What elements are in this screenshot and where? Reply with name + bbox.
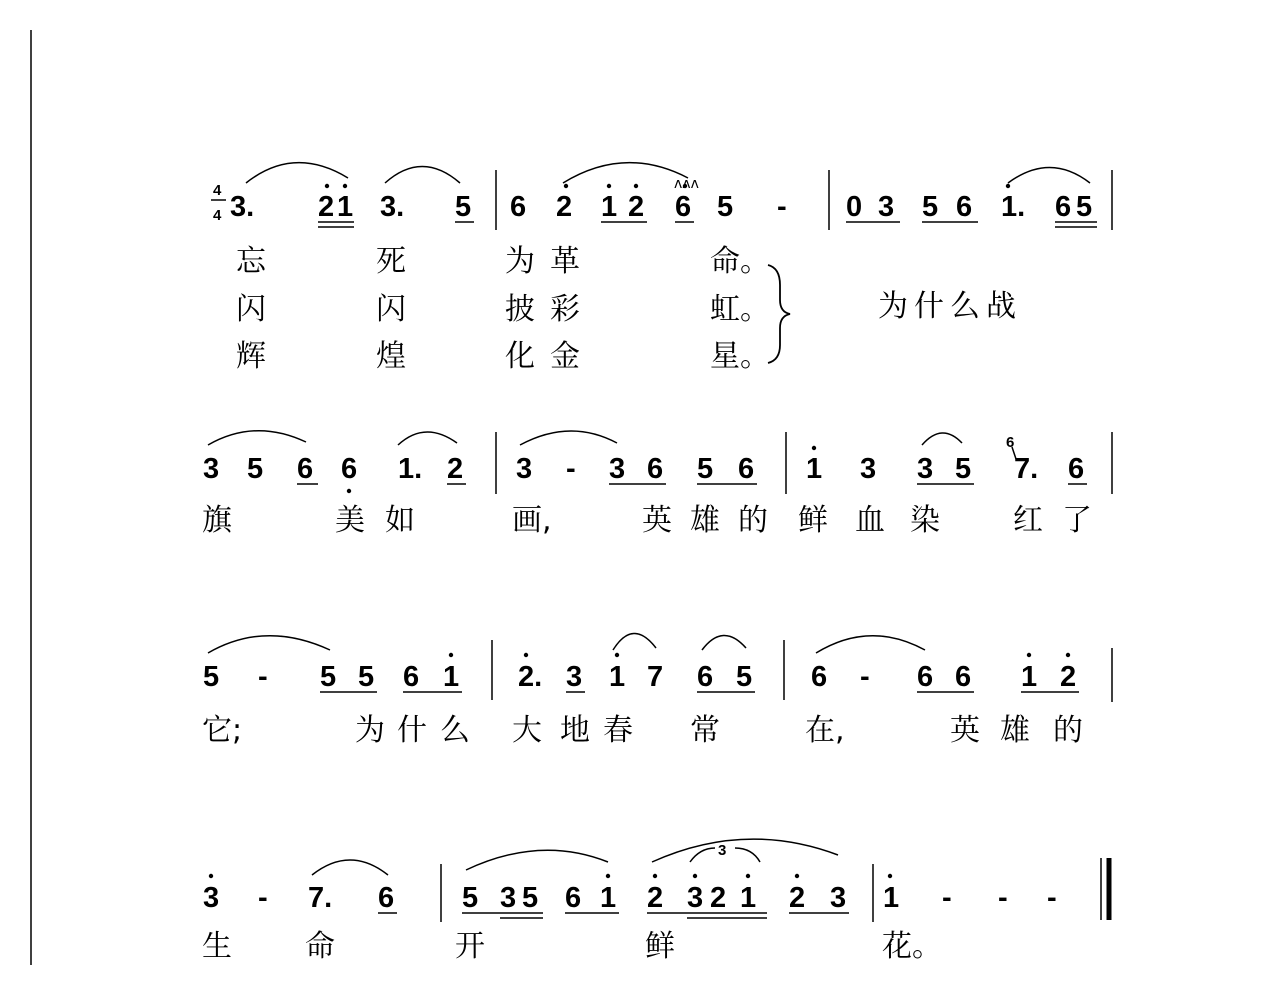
note: 1 — [601, 191, 618, 223]
note: - — [942, 882, 952, 914]
lyric: 辉 — [236, 339, 266, 374]
note: 3 — [878, 191, 895, 223]
lyric: 英 — [642, 503, 672, 538]
note: 2 — [1060, 661, 1077, 693]
note: 1 — [443, 661, 460, 693]
lyric: 地 — [560, 713, 590, 748]
note: - — [860, 661, 870, 693]
lyric: 红 — [1013, 503, 1043, 538]
note: 6 — [811, 661, 828, 693]
note: 6 — [955, 661, 972, 693]
note: 2 — [447, 453, 464, 485]
lyric: 闪 — [376, 292, 406, 327]
lyric: 为 — [505, 244, 535, 279]
note: 6 — [341, 453, 358, 485]
lyrics-row-1 — [236, 244, 1022, 374]
duration-underlines — [378, 913, 849, 918]
note: 5 — [1076, 191, 1093, 223]
note: 3 — [516, 453, 533, 485]
lyric: 彩 — [550, 292, 580, 327]
note: 1 — [806, 453, 823, 485]
note: 6 — [565, 882, 582, 914]
lyric-extra: 为什么战 — [878, 289, 1022, 324]
lyric: 花。 — [882, 929, 942, 964]
note: - — [258, 661, 268, 693]
lyric: 血 — [855, 503, 885, 538]
note: 1 — [883, 882, 900, 914]
staff-row-3 — [203, 633, 1112, 702]
lyric: 鲜 — [645, 929, 675, 964]
lyric: 闪 — [236, 292, 266, 327]
note: 5 — [717, 191, 734, 223]
note: - — [998, 882, 1008, 914]
note: 7. — [308, 882, 333, 914]
note: 6 — [738, 453, 755, 485]
lyric: 披 — [505, 292, 535, 327]
trill-mark: ʌʌʌ — [674, 176, 699, 192]
lyrics-row-4 — [202, 929, 942, 964]
note: 3 — [687, 882, 704, 914]
note: 1 — [1021, 661, 1038, 693]
note: 6 — [675, 191, 692, 223]
lyric: 虹。 — [710, 292, 770, 327]
note: 5 — [455, 191, 472, 223]
note: 6 — [956, 191, 973, 223]
note: - — [258, 882, 268, 914]
staff-row-2 — [203, 431, 1112, 494]
lyric: 的 — [738, 503, 768, 538]
lyric: 雄 — [690, 503, 720, 538]
lyric: 如 — [385, 503, 415, 538]
note: 3. — [230, 191, 255, 223]
lyric: 了 — [1062, 503, 1092, 538]
note: 1 — [600, 882, 617, 914]
lyrics-row-2 — [202, 503, 1092, 538]
lyric: 它; — [202, 713, 243, 748]
note: 6 — [697, 661, 714, 693]
note: 0 — [846, 191, 863, 223]
lyric: 美 — [335, 503, 365, 538]
note: 3 — [917, 453, 934, 485]
lyric: 的 — [1053, 713, 1083, 748]
lyric: 命。 — [710, 244, 770, 279]
note: 7 — [647, 661, 664, 693]
note: 3 — [203, 882, 220, 914]
note: 2 — [628, 191, 645, 223]
note: 6 — [917, 661, 934, 693]
lyric: 大 — [512, 713, 542, 748]
note: 6 — [1068, 453, 1085, 485]
lyric: 旗 — [202, 503, 232, 538]
time-signature-bottom: 4 — [213, 207, 222, 224]
staff-row-4 — [203, 839, 1109, 922]
note: 2 — [789, 882, 806, 914]
lyric: 雄 — [1000, 713, 1030, 748]
slurs — [246, 163, 1090, 183]
note: 3 — [830, 882, 847, 914]
note: 6 — [378, 882, 395, 914]
duration-underlines — [318, 222, 1097, 227]
note: 3 — [566, 661, 583, 693]
note: 1 — [609, 661, 626, 693]
grace-note: 6 — [1006, 434, 1015, 451]
staff-row-1 — [211, 163, 1112, 230]
lyric: 化 — [505, 339, 535, 374]
note: 6 — [647, 453, 664, 485]
note: 6 — [1055, 191, 1072, 223]
lyric: 星。 — [710, 339, 770, 374]
lyric: 在, — [805, 713, 845, 748]
note: 3 — [609, 453, 626, 485]
note: 5 — [462, 882, 479, 914]
note: 5 — [697, 453, 714, 485]
lyrics-row-3 — [202, 713, 1083, 748]
lyric: 画, — [512, 503, 552, 538]
note: 1. — [398, 453, 423, 485]
triplet-mark: 3 — [718, 842, 727, 859]
note: 2 — [710, 882, 727, 914]
note: 6 — [403, 661, 420, 693]
verse-brace — [768, 265, 790, 363]
time-signature-top: 4 — [213, 182, 222, 199]
lyric: 什 — [397, 713, 427, 748]
note: 3. — [380, 191, 405, 223]
lyric: 么 — [440, 713, 470, 748]
lyric: 忘 — [236, 244, 266, 279]
lyric: 为 — [355, 713, 385, 748]
lyric: 春 — [603, 713, 633, 748]
note: 7. — [1014, 453, 1039, 485]
note: 2 — [556, 191, 573, 223]
note: 6 — [297, 453, 314, 485]
lyric: 常 — [690, 713, 720, 748]
note: 5 — [247, 453, 264, 485]
note: 3 — [203, 453, 220, 485]
note: 1 — [740, 882, 757, 914]
note: 5 — [203, 661, 220, 693]
note: 5 — [358, 661, 375, 693]
note: 1. — [1001, 191, 1026, 223]
note: 2 — [318, 191, 335, 223]
lyric: 命 — [305, 929, 335, 964]
octave-dots — [325, 184, 1010, 188]
lyric: 染 — [910, 503, 940, 538]
note: 3 — [500, 882, 517, 914]
note: 5 — [736, 661, 753, 693]
octave-dots — [209, 874, 892, 878]
lyric: 鲜 — [798, 503, 828, 538]
note: 2 — [647, 882, 664, 914]
note: 5 — [522, 882, 539, 914]
note: 3 — [860, 453, 877, 485]
lyric: 英 — [950, 713, 980, 748]
note: 6 — [510, 191, 527, 223]
note: - — [777, 191, 787, 223]
note: 5 — [320, 661, 337, 693]
slurs — [208, 633, 925, 653]
lyric: 生 — [202, 929, 232, 964]
note: - — [566, 453, 576, 485]
note: - — [1047, 882, 1057, 914]
note: 2. — [518, 661, 543, 693]
note: 5 — [955, 453, 972, 485]
lyric: 死 — [376, 244, 406, 279]
lyric: 开 — [455, 929, 485, 964]
slurs — [312, 839, 838, 875]
lyric: 革 — [550, 244, 580, 279]
lyric: 金 — [550, 339, 580, 374]
lyric: 煌 — [376, 339, 406, 374]
note: 1 — [337, 191, 354, 223]
octave-dots — [449, 653, 1070, 657]
note: 5 — [922, 191, 939, 223]
